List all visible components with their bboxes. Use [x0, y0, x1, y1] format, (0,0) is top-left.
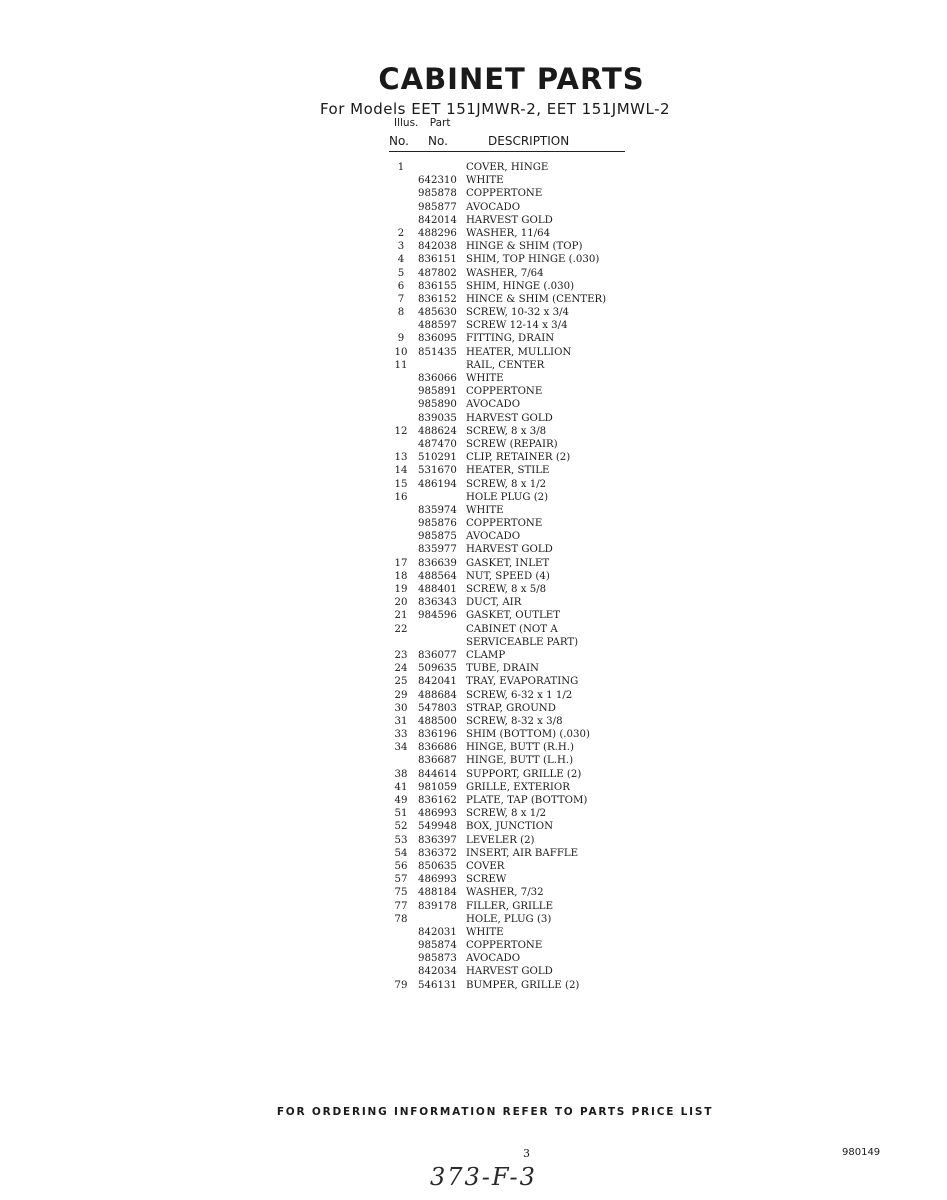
- table-row: [390, 728, 650, 741]
- part-description: COPPERTONE: [466, 940, 543, 952]
- part-number: 642310: [418, 175, 457, 187]
- part-number: 510291: [418, 452, 457, 464]
- illus-number: 19: [394, 584, 408, 595]
- part-number: 488401: [418, 584, 457, 595]
- part-number: 850635: [418, 860, 457, 872]
- part-description: SCREW: [466, 874, 507, 886]
- illus-number: 56: [394, 860, 408, 872]
- part-number: 487470: [418, 438, 457, 450]
- table-row: [390, 596, 650, 609]
- part-description: COPPERTONE: [466, 518, 543, 530]
- document-code: 980149: [842, 1147, 881, 1158]
- part-description: AVOCADO: [466, 201, 521, 213]
- part-description: WHITE: [466, 373, 504, 384]
- illus-number: 9: [397, 333, 405, 345]
- illus-number: 78: [394, 913, 408, 925]
- part-description: BUMPER, GRILLE (2): [466, 979, 580, 991]
- part-description: SCREW, 8 x 1/2: [466, 478, 547, 490]
- illus-number: 21: [394, 610, 408, 622]
- parts-list: [390, 161, 650, 992]
- table-row: [390, 214, 650, 227]
- table-row: [390, 886, 650, 899]
- page-number: 3: [523, 1147, 530, 1160]
- part-number: 842041: [418, 676, 457, 688]
- part-description: FILLER, GRILLE: [466, 900, 554, 912]
- part-description: SCREW, 8 x 1/2: [466, 808, 547, 820]
- illus-number: 57: [394, 874, 408, 886]
- part-number: 531670: [418, 465, 457, 477]
- table-row: [390, 675, 650, 688]
- illus-number: 53: [394, 834, 408, 846]
- table-row: [390, 227, 650, 240]
- table-row: [390, 504, 650, 517]
- part-description: HARVEST GOLD: [466, 412, 553, 424]
- table-row: [390, 267, 650, 280]
- part-number: 486993: [418, 808, 457, 820]
- part-description: STRAP, GROUND: [466, 702, 556, 714]
- part-description: WASHER, 11/64: [466, 227, 551, 239]
- part-description: SHIM (BOTTOM) (.030): [466, 729, 590, 741]
- illus-number: 51: [394, 808, 408, 820]
- illus-number: 17: [394, 557, 408, 569]
- illus-number: 75: [394, 887, 408, 899]
- part-number: 836077: [418, 649, 457, 661]
- part-number: 985875: [418, 531, 457, 543]
- part-description: CABINET (NOT A: [466, 623, 558, 635]
- part-number: 985873: [418, 953, 457, 965]
- table-row: [390, 952, 650, 965]
- table-row: [390, 187, 650, 200]
- illus-number: 38: [394, 768, 408, 780]
- part-description: NUT, SPEED (4): [466, 570, 550, 582]
- part-number: 487802: [418, 267, 457, 279]
- illus-number: 24: [394, 663, 408, 675]
- illus-number: 2: [397, 227, 405, 239]
- part-number: 842031: [418, 926, 457, 938]
- part-description: SERVICEABLE PART): [466, 636, 579, 648]
- part-number: 486194: [418, 478, 457, 490]
- part-description: WHITE: [466, 504, 504, 516]
- part-description: DUCT, AIR: [466, 597, 522, 609]
- illus-number: 31: [394, 715, 408, 727]
- illus-label: Illus.: [394, 117, 419, 129]
- illus-number: 52: [394, 821, 408, 833]
- part-description: GASKET, INLET: [466, 557, 550, 569]
- part-description: HINGE, BUTT (R.H.): [466, 742, 574, 754]
- part-description: COPPERTONE: [466, 188, 543, 200]
- part-description: COVER: [466, 860, 505, 872]
- part-description: COVER, HINGE: [466, 162, 549, 173]
- illus-number: 13: [394, 452, 408, 464]
- part-number: 842034: [418, 966, 457, 978]
- models-subtitle: For Models EET 151JMWR-2, EET 151JMWL-2: [319, 100, 671, 118]
- table-row: [390, 174, 650, 187]
- illus-number: 4: [397, 254, 405, 266]
- illus-number: 3: [397, 241, 405, 253]
- part-description: TUBE, DRAIN: [466, 663, 539, 675]
- part-number: 509635: [418, 663, 457, 675]
- table-row: [390, 609, 650, 622]
- illus-number: 49: [394, 795, 408, 806]
- part-description: CLIP, RETAINER (2): [466, 452, 571, 464]
- part-description: SCREW, 8-32 x 3/8: [466, 715, 563, 727]
- part-description: WHITE: [466, 926, 504, 938]
- table-row: [390, 530, 650, 543]
- part-description: SCREW 12-14 x 3/4: [466, 320, 568, 332]
- column-header: [389, 132, 625, 152]
- table-row: [390, 979, 650, 992]
- illus-number: 11: [394, 359, 408, 371]
- part-number: 985890: [418, 399, 457, 411]
- part-description: HINCE & SHIM (CENTER): [466, 293, 607, 305]
- part-description: SCREW, 10-32 x 3/4: [466, 307, 570, 319]
- table-row: [390, 293, 650, 306]
- part-number: 842038: [418, 241, 457, 253]
- table-row: [390, 873, 650, 886]
- table-row: [390, 161, 650, 174]
- table-row: [390, 385, 650, 398]
- table-row: [390, 478, 650, 491]
- part-description: HEATER, MULLION: [466, 346, 572, 358]
- illus-number: 14: [394, 465, 408, 477]
- table-row: [390, 398, 650, 411]
- part-label: Part: [429, 117, 451, 129]
- part-number: 546131: [418, 979, 457, 991]
- part-description: HINGE, BUTT (L.H.): [466, 755, 574, 767]
- part-number: 981059: [418, 781, 457, 793]
- illus-number: 15: [394, 478, 408, 490]
- table-row: [390, 781, 650, 794]
- illus-number: 41: [394, 781, 408, 793]
- table-row: [390, 332, 650, 345]
- part-description: TRAY, EVAPORATING: [466, 676, 579, 688]
- page-title: CABINET PARTS: [378, 62, 645, 96]
- part-number: 488564: [418, 570, 457, 582]
- table-row: [390, 794, 650, 807]
- ordering-note: FOR ORDERING INFORMATION REFER TO PARTS PRICE LIST: [276, 1106, 714, 1118]
- table-row: [390, 807, 650, 820]
- table-row: [390, 372, 650, 385]
- illus-number: 6: [397, 280, 405, 292]
- part-description: HEATER, STILE: [466, 465, 550, 477]
- part-description: LEVELER (2): [466, 834, 535, 846]
- part-number: 836686: [418, 742, 457, 754]
- part-description: SUPPORT, GRILLE (2): [466, 768, 582, 780]
- illus-number: 10: [394, 346, 408, 358]
- part-description: PLATE, TAP (BOTTOM): [466, 795, 588, 806]
- part-description: SCREW (REPAIR): [466, 438, 558, 450]
- table-row: [390, 965, 650, 978]
- part-description: SCREW, 8 x 3/8: [466, 425, 547, 437]
- part-number: 836095: [418, 333, 457, 345]
- part-description: AVOCADO: [466, 399, 521, 411]
- illus-number: 54: [394, 847, 408, 859]
- table-row: [390, 715, 650, 728]
- table-row: [390, 623, 650, 636]
- part-description: SHIM, HINGE (.030): [466, 280, 575, 292]
- illus-number: 8: [397, 307, 405, 319]
- table-row: [390, 306, 650, 319]
- part-number: 835977: [418, 544, 457, 556]
- part-description: SHIM, TOP HINGE (.030): [466, 254, 600, 266]
- illus-number: 77: [394, 900, 408, 912]
- table-row: [390, 451, 650, 464]
- part-number: 485630: [418, 307, 457, 319]
- illus-number: 34: [394, 742, 408, 754]
- table-row: [390, 491, 650, 504]
- table-row: [390, 583, 650, 596]
- table-row: [390, 517, 650, 530]
- part-number: 985874: [418, 940, 457, 952]
- table-row: [390, 649, 650, 662]
- illus-number: 18: [394, 570, 408, 582]
- part-number: 547803: [418, 702, 457, 714]
- part-number: 836196: [418, 729, 457, 741]
- part-number: 836066: [418, 373, 457, 384]
- part-description: WASHER, 7/64: [466, 267, 544, 279]
- part-number: 836687: [418, 755, 457, 767]
- illus-number: 25: [394, 676, 408, 688]
- part-number: 488684: [418, 689, 457, 701]
- table-row: [390, 662, 650, 675]
- handwritten-annotation: 373-F-3: [430, 1163, 537, 1191]
- illus-number: 12: [394, 425, 408, 437]
- part-number: 836152: [418, 293, 457, 305]
- part-description: COPPERTONE: [466, 386, 543, 398]
- part-number: 488597: [418, 320, 457, 332]
- description-header: DESCRIPTION: [488, 134, 570, 148]
- part-number: 836162: [418, 795, 457, 806]
- part-description: AVOCADO: [466, 531, 521, 543]
- part-number: 488296: [418, 227, 457, 239]
- table-row: [390, 359, 650, 372]
- part-description: SCREW, 6-32 x 1 1/2: [466, 689, 573, 701]
- part-description: SCREW, 8 x 5/8: [466, 584, 547, 595]
- part-description: AVOCADO: [466, 953, 521, 965]
- column-header-top: [390, 117, 450, 129]
- part-number: 839035: [418, 412, 457, 424]
- part-number: 836639: [418, 557, 457, 569]
- part-number: 836372: [418, 847, 457, 859]
- part-number: 985876: [418, 518, 457, 530]
- table-row: [390, 425, 650, 438]
- part-number: 985891: [418, 386, 457, 398]
- table-row: [390, 847, 650, 860]
- illus-number: 29: [394, 689, 408, 701]
- part-number: 985877: [418, 201, 457, 213]
- part-description: RAIL, CENTER: [466, 359, 545, 371]
- illus-number: 16: [394, 491, 408, 503]
- part-number: 488184: [418, 887, 457, 899]
- part-number: 488500: [418, 715, 457, 727]
- part-number: 836343: [418, 597, 457, 609]
- illus-no-header: No.: [389, 134, 409, 148]
- table-row: [390, 346, 650, 359]
- part-description: GRILLE, EXTERIOR: [466, 781, 570, 793]
- table-row: [390, 689, 650, 702]
- table-row: [390, 253, 650, 266]
- part-number: 836397: [418, 834, 457, 846]
- illus-number: 79: [394, 979, 408, 991]
- part-no-header: No.: [428, 134, 448, 148]
- table-row: [390, 636, 650, 649]
- part-number: 842014: [418, 214, 457, 226]
- part-description: BOX, JUNCTION: [466, 821, 554, 833]
- table-row: [390, 319, 650, 332]
- part-number: 488624: [418, 425, 457, 437]
- part-description: HARVEST GOLD: [466, 544, 553, 556]
- part-description: HARVEST GOLD: [466, 966, 553, 978]
- table-row: [390, 464, 650, 477]
- table-row: [390, 702, 650, 715]
- part-number: 839178: [418, 900, 457, 912]
- table-row: [390, 900, 650, 913]
- table-row: [390, 543, 650, 556]
- illus-number: 33: [394, 729, 408, 741]
- part-description: WHITE: [466, 175, 504, 187]
- part-number: 835974: [418, 504, 457, 516]
- part-number: 844614: [418, 768, 457, 780]
- table-row: [390, 913, 650, 926]
- part-description: HOLE, PLUG (3): [466, 913, 552, 925]
- part-description: HOLE PLUG (2): [466, 491, 549, 503]
- part-number: 985878: [418, 188, 457, 200]
- illus-number: 7: [397, 293, 405, 305]
- illus-number: 23: [394, 649, 408, 661]
- part-number: 851435: [418, 346, 457, 358]
- illus-number: 1: [397, 162, 405, 173]
- illus-number: 22: [394, 623, 408, 635]
- table-row: [390, 412, 650, 425]
- part-description: WASHER, 7/32: [466, 887, 544, 899]
- table-row: [390, 741, 650, 754]
- part-description: HINGE & SHIM (TOP): [466, 241, 583, 253]
- table-row: [390, 201, 650, 214]
- table-row: [390, 438, 650, 451]
- part-number: 836155: [418, 280, 457, 292]
- table-row: [390, 926, 650, 939]
- table-row: [390, 834, 650, 847]
- part-description: HARVEST GOLD: [466, 214, 553, 226]
- part-number: 486993: [418, 874, 457, 886]
- part-description: FITTING, DRAIN: [466, 333, 555, 345]
- table-row: [390, 240, 650, 253]
- illus-number: 5: [397, 267, 405, 279]
- table-row: [390, 768, 650, 781]
- table-row: [390, 754, 650, 767]
- part-number: 836151: [418, 254, 457, 266]
- part-description: GASKET, OUTLET: [466, 610, 561, 622]
- part-number: 549948: [418, 821, 457, 833]
- table-row: [390, 820, 650, 833]
- part-description: CLAMP: [466, 649, 506, 661]
- illus-number: 30: [394, 702, 408, 714]
- table-row: [390, 939, 650, 952]
- table-row: [390, 557, 650, 570]
- table-row: [390, 570, 650, 583]
- part-description: INSERT, AIR BAFFLE: [466, 847, 579, 859]
- part-number: 984596: [418, 610, 457, 622]
- table-row: [390, 860, 650, 873]
- table-row: [390, 280, 650, 293]
- illus-number: 20: [394, 597, 408, 609]
